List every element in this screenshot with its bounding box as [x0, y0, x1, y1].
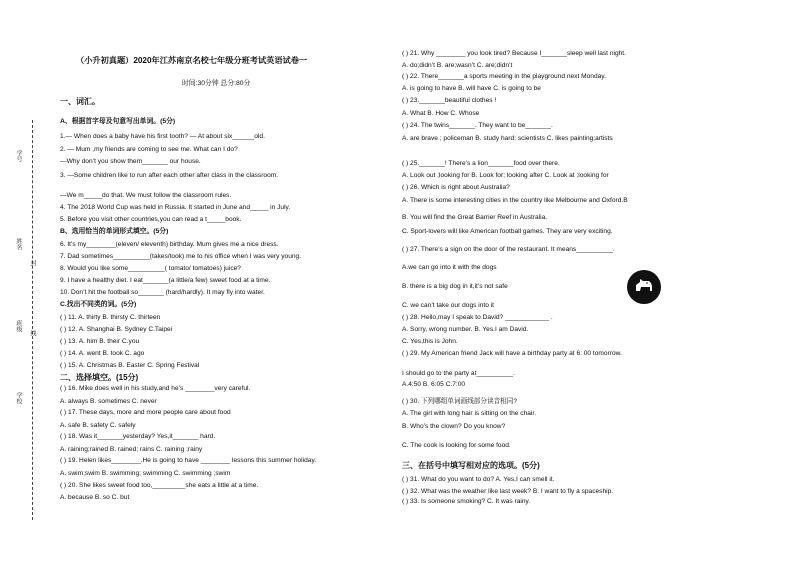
question-line: I should go to the party at__________. — [402, 370, 515, 377]
question-line: ( ) 20. She likes sweet food too,_________she eats a little at a time. — [60, 482, 259, 489]
question-line: A. is going to have B. will have C. is going to be — [402, 85, 541, 92]
question-line: B. there is a big dog in it,it’s not safe — [402, 283, 508, 290]
subsection-heading: A、根据首字母及句意写出单词。(5分) — [60, 118, 176, 125]
class-label: 班级 — [15, 320, 21, 332]
question-line: ( ) 21. Why ________ you look tired? Because I_______sleep well last night. — [402, 50, 626, 57]
question-line: ( ) 14. A. went B. took C. ago — [60, 350, 145, 357]
left-column — [60, 0, 390, 561]
cut-mark-2: 线 — [29, 330, 35, 336]
question-line: A. safe B. safety C. safely — [60, 422, 136, 429]
question-line: ( ) 30. 下列哪组单词画线部分读音相同? — [402, 398, 518, 405]
cut-mark-1: 封 — [29, 260, 35, 266]
question-line: C. The cook is looking for some food. — [402, 442, 511, 449]
question-line: A. Sorry, wrong number. B. Yes.I am David. — [402, 326, 529, 333]
question-line: A. swim;swim B. swimming; swimming C. swimming ;swim — [60, 470, 231, 477]
question-line: ( ) 25._______! There’s a lion_______food over there. — [402, 160, 560, 167]
binding-margin — [0, 0, 58, 561]
question-line: ( ) 23._______beautiful clothes ! — [402, 97, 497, 104]
question-line: ( ) 17. These days, more and more people care about food — [60, 409, 231, 416]
question-line: A. What B. How C. Whose — [402, 110, 480, 117]
question-line: ( ) 28. Hello,may I speak to David? ____________ . — [402, 314, 553, 321]
question-line: ( ) 22. There_______a sports meeting in the playground next Monday. — [402, 73, 606, 80]
question-line: ( ) 15. A. Christmas B. Easter C. Spring Festival — [60, 362, 200, 369]
question-line: C. Yes,this is John. — [402, 338, 458, 345]
question-line: ( ) 18. Was it_______yesterday? Yes,it_______ hard. — [60, 433, 216, 440]
question-line: 7. Dad sometimes__________(takes/took) me to his office when I was very young. — [60, 253, 302, 260]
question-line: —Why don’t you show them_______ our house. — [60, 158, 201, 165]
question-line: 9. I have a healthy diet. I eat_______(a little/a few) sweet food at a time. — [60, 277, 271, 284]
question-line: A. always B. sometimes C. never — [60, 398, 157, 405]
question-line: C. we can’t take our dogs into it — [402, 302, 494, 309]
school-label: 学校 — [15, 392, 21, 404]
exam-title: （小升初真题）2020年江苏南京名校七年级分班考试英语试卷一 — [76, 56, 308, 65]
question-line: ( ) 12. A. Shanghai B. Sydney C.Taipei — [60, 326, 173, 333]
question-line: ( ) 27. There’s a sign on the door of the restaurant. It means__________. — [402, 246, 615, 253]
question-line: —We m_____do that. We must follow the classroom rules. — [60, 192, 232, 199]
name-label: 姓名 — [15, 238, 21, 250]
question-line: ( ) 29. My American friend Jack will have a birthday party at 6: 00 tomorrow. — [402, 350, 622, 357]
question-line: B. Who’s the clown? Do you know? — [402, 423, 506, 430]
question-line: ( ) 19. Helen likes________.He is going to have ________ lessons this summer holiday. — [60, 457, 317, 464]
question-line: A.4:50 B. 6:05 C.7:00 — [402, 381, 466, 388]
question-line: A.we can go into it with the dogs — [402, 264, 497, 271]
question-line: 2. — Mum ,my friends are coming to see me. What can I do? — [60, 146, 238, 153]
section-heading: 一、词汇。 — [60, 97, 100, 106]
question-line: A. There is some interesting cities in the country like Melbourne and Oxford.B — [402, 197, 628, 204]
question-line: C. Sport-lovers will like American football games. They are very exciting. — [402, 228, 613, 235]
exam-time-score: 时间:30分钟 总分:80分 — [182, 80, 251, 87]
question-line: 3. —Some children like to run after each other after class in the classroom. — [60, 172, 279, 179]
subsection-heading: C.找出不同类的词。(5分) — [60, 301, 137, 308]
question-line: ( ) 31. What do you want to do? A. Yes,I can smell it. — [402, 476, 555, 483]
question-line: 8. Would you like some__________( tomato/ tomatoes) juice? — [60, 265, 241, 272]
question-line: 10. Don’t hit the football so_______ (hard/hardly). It may fly into water. — [60, 289, 265, 296]
question-line: ( ) 16. Mike does well in his study,and he’s ________very careful. — [60, 385, 251, 392]
question-line: 4. The 2018 World Cup was held in Russia. It started in June and_____ in July. — [60, 204, 291, 211]
question-line: ( ) 33. Is someone smoking? C. It was rainy. — [402, 498, 531, 505]
question-line: A. The girl with long hair is sitting on the chair. — [402, 410, 537, 417]
right-column — [402, 0, 782, 561]
question-line: A. are brave ; policeman B. study hard; scientists C. likes painting;artists — [402, 135, 613, 142]
question-line: 1.— When does a baby have his first tooth? — At about six______old. — [60, 133, 265, 140]
question-line: A. Look out ;looking for B. Look for; looking after C. Look at ;looking for — [402, 172, 609, 179]
section-heading: 三、在括号中填写相对应的选项。(5分) — [402, 461, 540, 470]
question-line: 6. It’s my________(eleven/ eleventh) birthday. Mum gives me a nice dress. — [60, 241, 279, 248]
subsection-heading: B、选用恰当的单词形式填空。(5分) — [60, 228, 169, 235]
question-line: ( ) 24. The twins_______. They want to be_______. — [402, 122, 553, 129]
question-line: A. because B. so C. but — [60, 494, 130, 501]
question-line: A. do;didn’t B. are;wasn’t C. are;didn’t — [402, 62, 513, 69]
question-line: ( ) 13. A. him B. their C.you — [60, 338, 140, 345]
question-line: ( ) 32. What was the weather like last week? B. I want to fly a spaceship. — [402, 488, 614, 495]
question-line: ( ) 11. A. thirty B. thirsty C. thirteen — [60, 314, 161, 321]
question-line: 5. Before you visit other countries,you can read a t_____book. — [60, 216, 242, 223]
question-line: A. raining;rained B. rained; rains C. raining ;rainy — [60, 446, 203, 453]
section-heading: 二、选择填空。(15分) — [60, 373, 139, 382]
seal-line — [32, 120, 33, 520]
question-line: ( ) 26. Which is right about Australia? — [402, 184, 510, 191]
question-line: B. You will find the Great Barrier Reef in Australia. — [402, 214, 548, 221]
student-id-label: 学号 — [15, 150, 21, 162]
no-dogs-sign-icon — [627, 270, 661, 304]
